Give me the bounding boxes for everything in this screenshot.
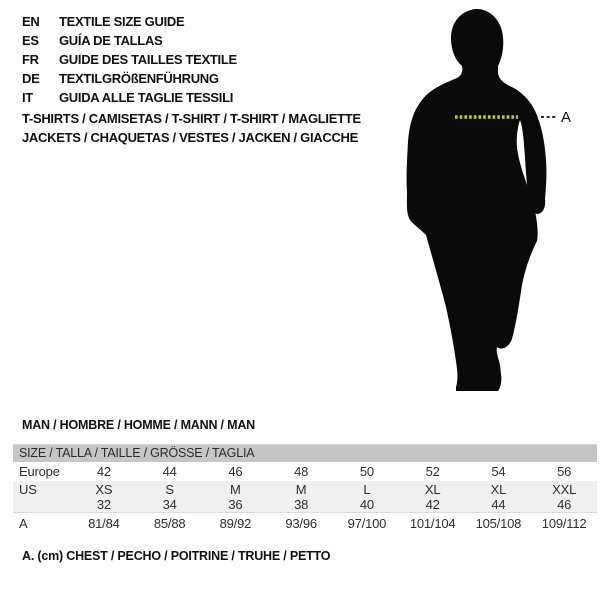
size-value: XL <box>424 481 441 497</box>
size-value: 42 <box>96 464 111 479</box>
table-row-numeric <box>13 497 597 513</box>
size-value: XL <box>490 481 507 497</box>
language-code: DE <box>22 71 40 86</box>
size-value: 105/108 <box>475 515 522 531</box>
language-row-it <box>22 88 237 107</box>
size-table <box>13 444 597 533</box>
measurement-footnote: A. (cm) CHEST / PECHO / POITRINE / TRUHE / PETTO <box>22 549 331 563</box>
size-value: M <box>295 481 307 497</box>
size-value: 97/100 <box>347 515 387 531</box>
language-code: IT <box>22 90 33 105</box>
language-row-es <box>22 31 237 50</box>
size-value: 46 <box>557 497 572 512</box>
size-table-header: SIZE / TALLA / TAILLE / GRÖSSE / TAGLIA <box>13 445 597 462</box>
size-value: M <box>230 481 241 497</box>
language-title: GUIDE DES TAILLES TEXTILE <box>59 52 237 67</box>
size-value: S <box>165 481 174 497</box>
size-value: 48 <box>294 464 309 479</box>
size-value: 50 <box>359 464 374 479</box>
size-value: XS <box>95 481 113 497</box>
language-list <box>22 12 237 107</box>
row-label: Europe <box>19 464 60 479</box>
size-value: 54 <box>491 464 506 479</box>
man-silhouette-svg <box>405 8 600 398</box>
size-value: L <box>363 481 371 497</box>
size-value: 52 <box>425 464 440 479</box>
row-label: US <box>19 481 37 497</box>
language-title: TEXTILGRÖßENFÜHRUNG <box>59 71 219 86</box>
size-value: 93/96 <box>285 515 317 531</box>
size-value: 36 <box>228 497 243 512</box>
size-value: 109/112 <box>541 515 587 531</box>
size-value: 56 <box>557 464 572 479</box>
size-value: 42 <box>425 497 440 512</box>
measurement-label-a: A <box>561 109 572 126</box>
language-code: ES <box>22 33 39 48</box>
size-value: 44 <box>491 497 506 512</box>
size-value: 34 <box>162 497 177 512</box>
table-row-chest-cm <box>13 513 597 533</box>
category-jackets: JACKETS / CHAQUETAS / VESTES / JACKEN / GIACCHE <box>22 130 358 145</box>
language-title: TEXTILE SIZE GUIDE <box>59 14 185 29</box>
table-row-europe <box>13 462 597 481</box>
language-row-fr <box>22 50 237 69</box>
language-title: GUÍA DE TALLAS <box>59 33 163 48</box>
size-value: 85/88 <box>153 515 186 531</box>
size-value: 38 <box>294 497 309 512</box>
language-row-en <box>22 12 237 31</box>
size-value: 32 <box>96 497 111 512</box>
language-row-de <box>22 69 237 88</box>
size-value: 40 <box>359 497 374 512</box>
man-silhouette-figure <box>405 8 600 398</box>
language-title: GUIDA ALLE TAGLIE TESSILI <box>59 90 234 105</box>
section-title-man: MAN / HOMBRE / HOMME / MANN / MAN <box>22 418 255 432</box>
language-code: EN <box>22 14 40 29</box>
size-value: 101/104 <box>409 515 456 531</box>
row-label: A <box>19 515 28 531</box>
man-silhouette <box>407 9 547 391</box>
garment-categories <box>22 109 361 147</box>
language-code: FR <box>22 52 39 67</box>
size-value: 44 <box>162 464 177 479</box>
category-tshirts: T-SHIRTS / CAMISETAS / T-SHIRT / T-SHIRT / MAGLIETTE <box>22 111 361 126</box>
table-row-us <box>13 481 597 497</box>
size-value: 89/92 <box>219 515 252 531</box>
size-value: XXL <box>552 481 577 497</box>
size-value: 81/84 <box>88 515 120 531</box>
size-value: 46 <box>228 464 243 479</box>
